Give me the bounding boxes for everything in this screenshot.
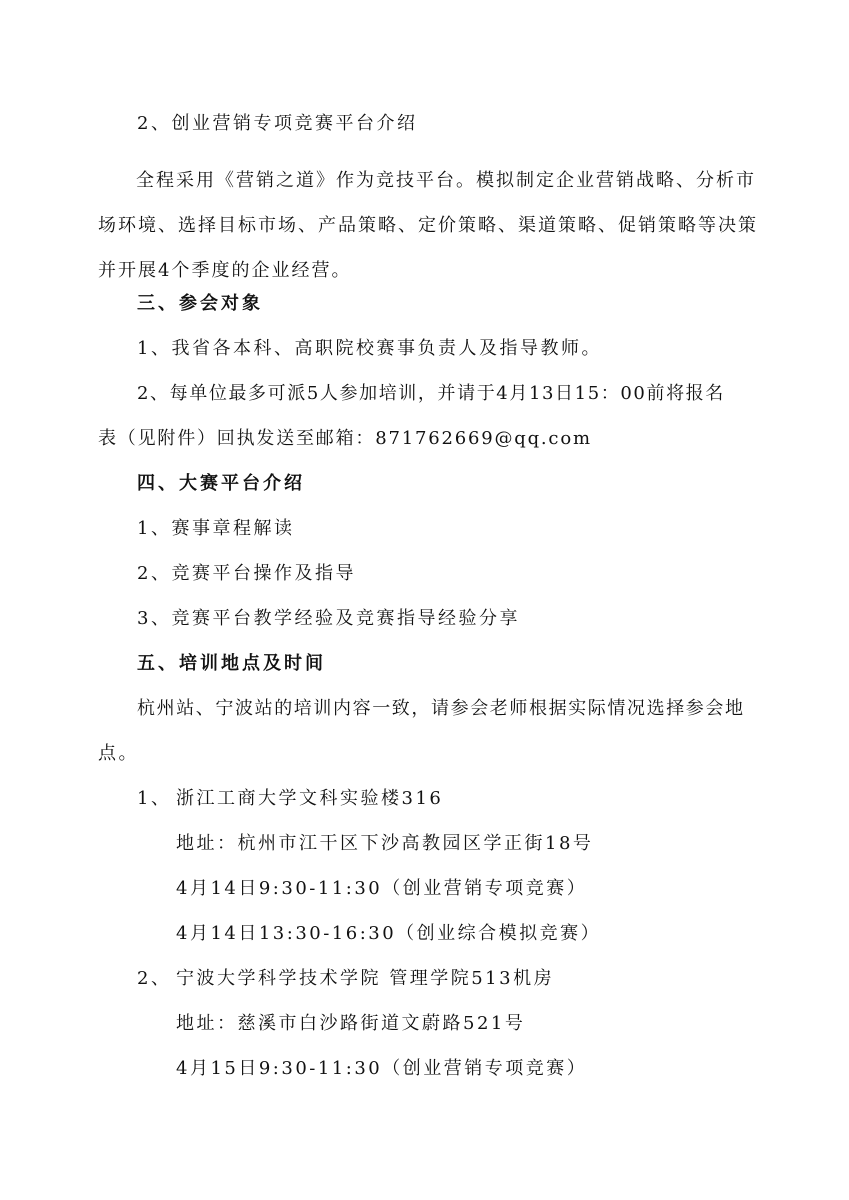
participants-item-2-line-2: 表（见附件）回执发送至邮箱：871762669@qq.com xyxy=(98,428,592,449)
location-intro-line-2: 点。 xyxy=(98,743,139,764)
location-1-time-2: 4月14日13:30-16:30（创业综合模拟竞赛） xyxy=(176,923,602,944)
section-2-paragraph: 全程采用《营销之道》作为竞技平台。模拟制定企业营销战略、分析市场环境、选择目标市场、产品策略、定价策略、渠道策略、促销策略等决策并开展4个季度的企业经营。 xyxy=(98,170,758,281)
heading-platform-intro: 四、大赛平台介绍 xyxy=(137,473,305,494)
participants-item-1: 1、我省各本科、高职院校赛事负责人及指导教师。 xyxy=(137,338,602,359)
platform-item-2: 2、竞赛平台操作及指导 xyxy=(137,563,356,584)
participants-item-2-line-1: 2、每单位最多可派5人参加培训，并请于4月13日15：00前将报名 xyxy=(137,383,725,404)
platform-item-1: 1、赛事章程解读 xyxy=(137,518,295,539)
location-2-number: 2、 xyxy=(137,968,172,989)
location-1-address: 地址：杭州市江干区下沙高教园区学正街18号 xyxy=(176,833,594,854)
location-1-name: 浙江工商大学文科实验楼316 xyxy=(176,788,444,809)
location-2-address: 地址：慈溪市白沙路街道文蔚路521号 xyxy=(176,1013,526,1034)
heading-location-time: 五、培训地点及时间 xyxy=(137,653,326,674)
section-2-title: 2、创业营销专项竞赛平台介绍 xyxy=(137,113,418,134)
heading-participants: 三、参会对象 xyxy=(137,293,263,314)
location-1-number: 1、 xyxy=(137,788,172,809)
platform-item-3: 3、竞赛平台教学经验及竞赛指导经验分享 xyxy=(137,608,520,629)
location-2-time-1: 4月15日9:30-11:30（创业营销专项竞赛） xyxy=(176,1058,588,1079)
location-intro-line-1: 杭州站、宁波站的培训内容一致，请参会老师根据实际情况选择参会地 xyxy=(137,698,745,719)
location-2-name: 宁波大学科学技术学院 管理学院513机房 xyxy=(176,968,555,989)
location-1-time-1: 4月14日9:30-11:30（创业营销专项竞赛） xyxy=(176,878,588,899)
